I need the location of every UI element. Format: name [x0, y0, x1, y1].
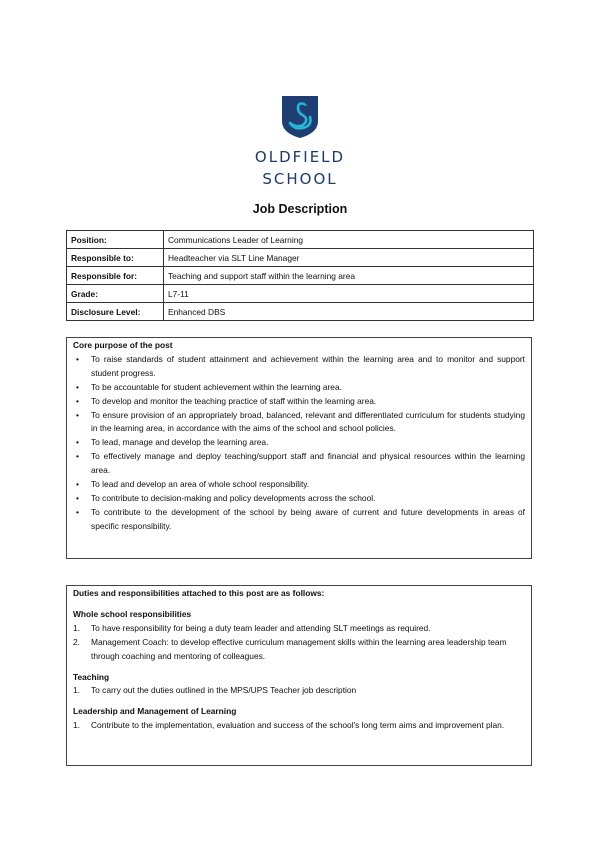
duties-item: [67, 636, 531, 664]
core-purpose-item: [67, 395, 531, 409]
duties-section-title: Leadership and Management of Learning: [73, 706, 237, 717]
page-title: Job Description: [252, 202, 348, 216]
core-purpose-item: [67, 478, 531, 492]
item-number: 1.: [73, 720, 80, 731]
info-label: Position:: [67, 231, 164, 249]
core-purpose-text: To contribute to decision-making and policy developments across the school.: [91, 492, 376, 503]
core-purpose-box: [66, 337, 532, 559]
item-number: 2.: [73, 636, 80, 647]
bullet-icon: •: [76, 492, 79, 503]
info-label: Responsible for:: [67, 267, 164, 285]
info-row: [67, 285, 534, 303]
item-number: 1.: [73, 622, 80, 633]
duties-sections: [67, 608, 531, 733]
info-value: Headteacher via SLT Line Manager: [164, 249, 534, 267]
duties-section-title: Teaching: [73, 671, 110, 682]
bullet-icon: •: [76, 479, 79, 490]
job-info-table: [66, 230, 534, 321]
core-purpose-text: To lead, manage and develop the learning area.: [91, 437, 269, 448]
info-row: [67, 267, 534, 285]
bullet-icon: •: [76, 353, 79, 364]
duties-list: [67, 719, 531, 733]
bullet-icon: •: [76, 395, 79, 406]
duties-list: [67, 622, 531, 664]
core-purpose-text: To effectively manage and deploy teaching/support staff and financial and physical resources within the learning area.: [91, 451, 525, 476]
core-purpose-heading: Core purpose of the post: [73, 340, 173, 350]
info-label: Disclosure Level:: [67, 303, 164, 321]
bullet-icon: •: [76, 409, 79, 420]
duties-item-text: Contribute to the implementation, evaluation and success of the school's long term aims and improvement plan.: [91, 720, 505, 731]
duties-item-text: To have responsibility for being a duty team leader and attending SLT meetings as required.: [91, 622, 431, 633]
core-purpose-text: To lead and develop an area of whole school responsibility.: [91, 479, 310, 490]
core-purpose-item: [67, 381, 531, 395]
school-name-line-1: OLDFIELD: [254, 148, 346, 166]
duties-list: [67, 684, 531, 698]
duties-heading: Duties and responsibilities attached to this post are as follows:: [73, 588, 325, 598]
core-purpose-list: [67, 353, 531, 534]
core-purpose-text: To raise standards of student attainment and achievement within the learning area and to monitor and support student progress.: [91, 353, 525, 378]
school-logo: [240, 95, 360, 188]
core-purpose-text: To ensure provision of an appropriately broad, balanced, relevant and differentiated curriculum for students studying in the learning area, in accordance with the aims of the school and school policies.: [91, 409, 525, 434]
item-number: 1.: [73, 685, 80, 696]
info-row: [67, 249, 534, 267]
core-purpose-item: [67, 506, 531, 534]
core-purpose-item: [67, 492, 531, 506]
core-purpose-item: [67, 436, 531, 450]
core-purpose-text: To contribute to the development of the school by being aware of current and future developments in areas of specific responsibility.: [91, 506, 525, 531]
bullet-icon: •: [76, 451, 79, 462]
duties-item: [67, 622, 531, 636]
info-label: Grade:: [67, 285, 164, 303]
info-value: Communications Leader of Learning: [164, 231, 534, 249]
info-value: L7-11: [164, 285, 534, 303]
duties-section-title: Whole school responsibilities: [73, 608, 192, 619]
info-value: Enhanced DBS: [164, 303, 534, 321]
core-purpose-item: [67, 450, 531, 478]
swan-crest-icon: [281, 95, 319, 139]
core-purpose-item: [67, 353, 531, 381]
bullet-icon: •: [76, 506, 79, 517]
duties-item-text: Management Coach: to develop effective curriculum management skills within the learning area leadership team through coaching and mentoring of colleagues.: [91, 636, 507, 661]
duties-item-text: To carry out the duties outlined in the MPS/UPS Teacher job description: [91, 685, 357, 696]
info-row: [67, 303, 534, 321]
info-value: Teaching and support staff within the learning area: [164, 267, 534, 285]
info-row: [67, 231, 534, 249]
duties-item: [67, 719, 531, 733]
core-purpose-text: To develop and monitor the teaching practice of staff within the learning area.: [91, 395, 377, 406]
bullet-icon: •: [76, 437, 79, 448]
duties-item: [67, 684, 531, 698]
core-purpose-item: [67, 409, 531, 437]
school-name-line-2: SCHOOL: [262, 170, 338, 188]
duties-box: [66, 585, 532, 766]
info-label: Responsible to:: [67, 249, 164, 267]
bullet-icon: •: [76, 381, 79, 392]
core-purpose-text: To be accountable for student achievement within the learning area.: [91, 381, 342, 392]
